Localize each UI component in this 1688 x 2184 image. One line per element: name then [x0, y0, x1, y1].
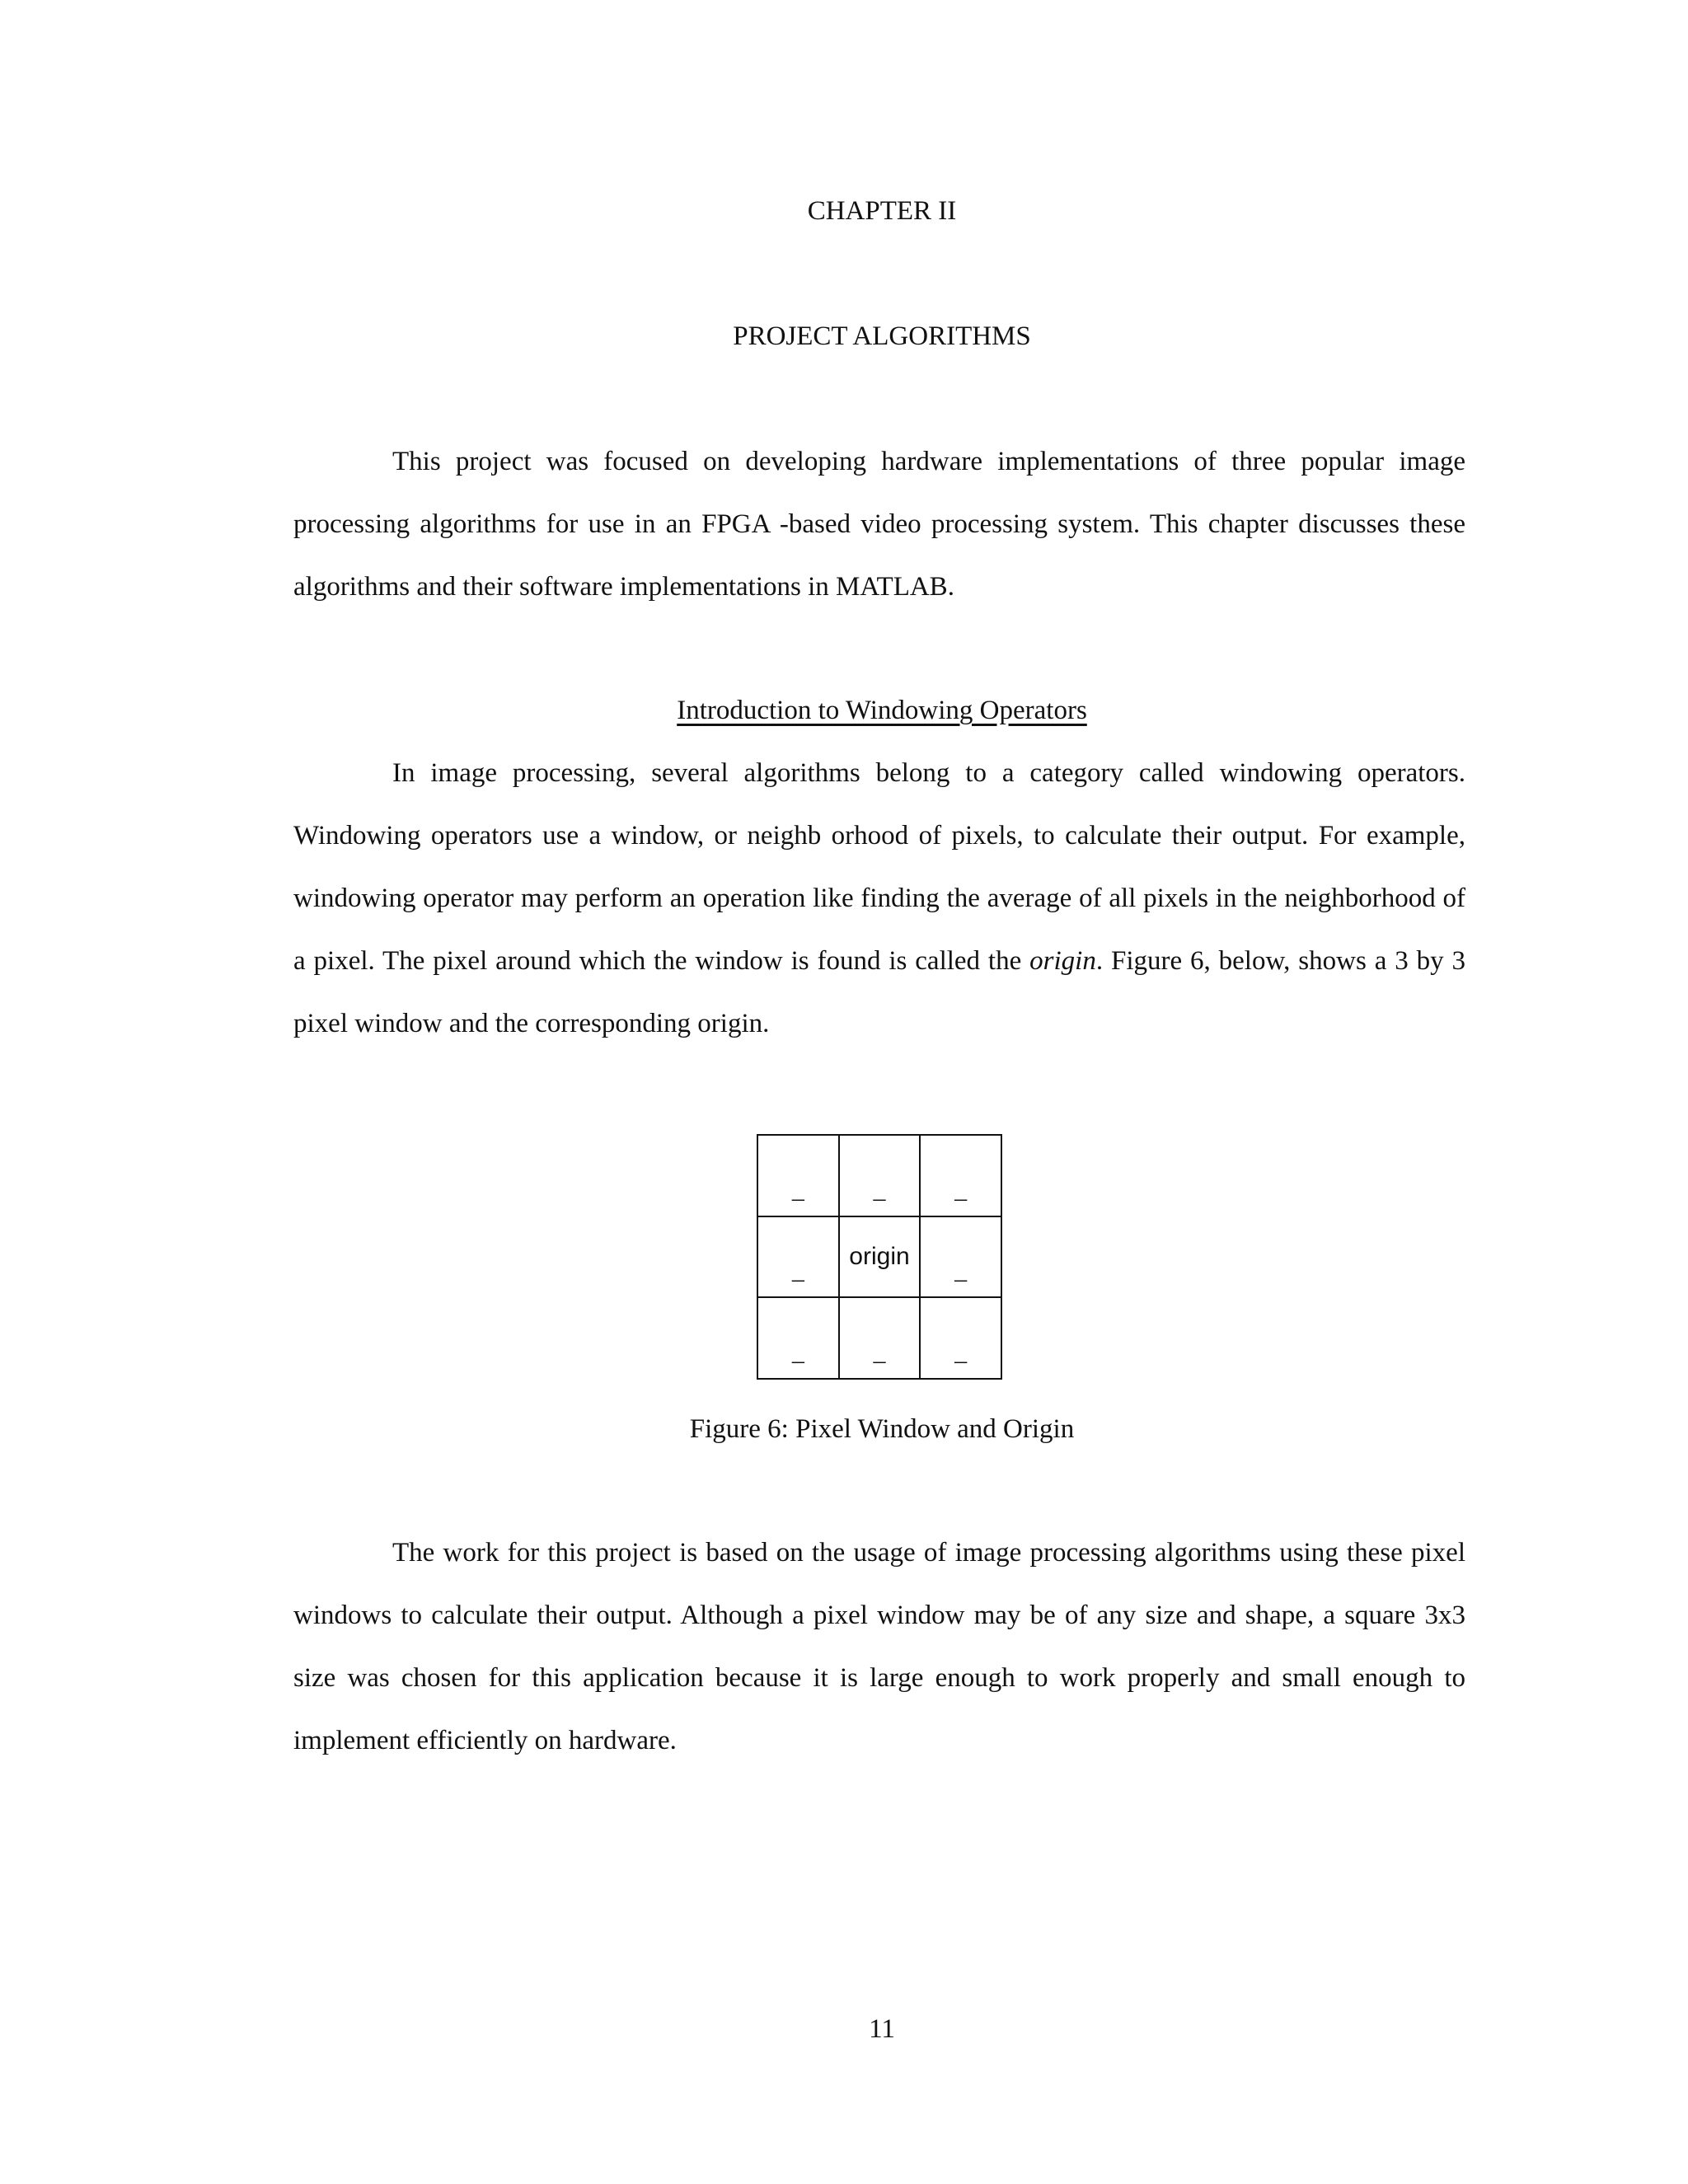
page-number: 11 [869, 2014, 895, 2044]
figure-caption: Figure 6: Pixel Window and Origin [689, 1414, 1075, 1444]
origin-cell: origin [839, 1216, 921, 1298]
pixel-cell: _ [839, 1297, 921, 1379]
section-paragraph-text-before: In image processing, several algorithms belong to a category called windowing operators. Windowing operators use a window, or neighb orhood of pixels, to calculate their output. For example, windowing operator may perform an operation like finding the average of all pixels in the neighborhood of a pixel. The pixel around which the window is found is called the [293, 758, 1465, 976]
section-heading: Introduction to Windowing Operators [677, 696, 1087, 725]
pixel-window-row [757, 1216, 1001, 1298]
section-paragraph [293, 742, 1465, 1055]
chapter-label: CHAPTER II [807, 196, 957, 226]
pixel-cell: _ [757, 1135, 839, 1216]
pixel-cell: _ [757, 1297, 839, 1379]
pixel-cell: _ [920, 1216, 1001, 1298]
pixel-cell: _ [757, 1216, 839, 1298]
closing-paragraph: The work for this project is based on the usage of image processing algorithms using these pixel windows to calculate their output. Although a pixel window may be of any size and shape, a square 3x3 size was chosen for this application because it is large enough to work properly and small enough to implement efficiently on hardware. [293, 1538, 1465, 1755]
pixel-window-row [757, 1135, 1001, 1216]
pixel-cell: _ [920, 1135, 1001, 1216]
pixel-cell: _ [839, 1135, 921, 1216]
section-paragraph-text-after: . Figure 6, below, shows a 3 by 3 pixel window and the corresponding origin. [293, 946, 1465, 1038]
chapter-title: PROJECT ALGORITHMS [733, 321, 1031, 351]
origin-term: origin [1029, 946, 1096, 976]
intro-paragraph: This project was focused on developing hardware implementations of three popular image processing algorithms for use in an FPGA -based video processing system. This chapter discusses these algorithms and their software implementations in MATLAB. [293, 447, 1465, 602]
pixel-cell: _ [920, 1297, 1001, 1379]
pixel-window-row [757, 1297, 1001, 1379]
pixel-window-figure [757, 1134, 1002, 1380]
